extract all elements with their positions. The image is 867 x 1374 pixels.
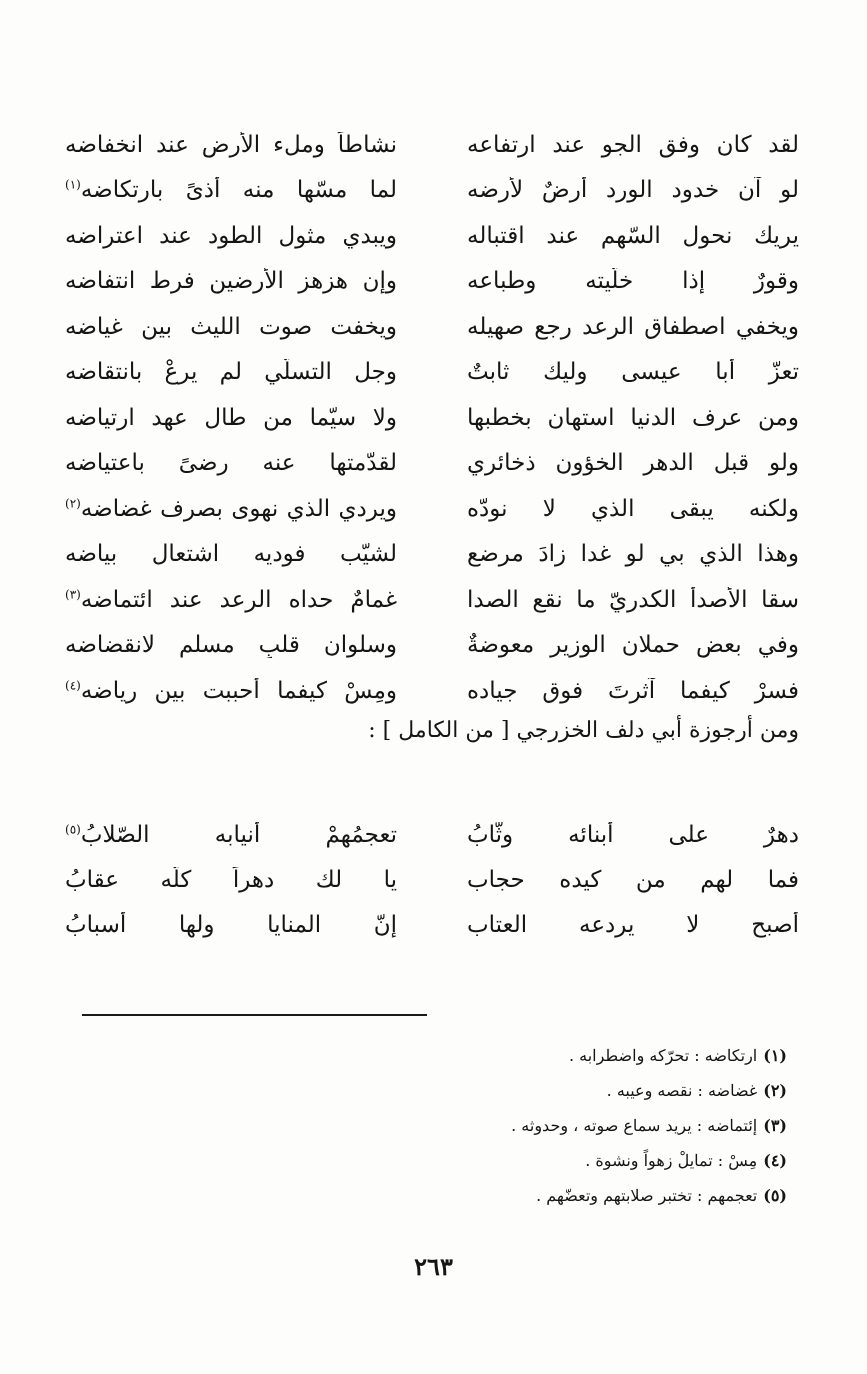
verse-line [65, 486, 799, 532]
first-hemistich: دهرٌ على أبنائه وثّابُ [467, 821, 799, 848]
second-hemistich: ولا سيّما من طال عهد ارتياضه [65, 404, 397, 431]
second-hemistich: إنّ المنايا ولها أسبابُ [65, 911, 397, 938]
first-hemistich: لقد كان وفق الجو عند ارتفاعه [467, 131, 799, 158]
footnote [87, 1077, 787, 1112]
second-hemistich: ويردي الذي نهوى بصرف غضاضه$^{(٢)}$ [65, 495, 397, 522]
second-hemistich: يا لك دهراً كلّه عقابُ [65, 866, 397, 893]
first-hemistich: أصبح لا يردعه العتاب [467, 911, 799, 938]
verse-line [65, 168, 799, 214]
first-hemistich: فما لهم من كيده حجاب [467, 866, 799, 893]
footnote [87, 1147, 787, 1182]
second-hemistich: لقدّمتها عنه رضىً باعتياضه [65, 450, 397, 477]
verse-line [65, 213, 799, 259]
footnote-number: (٢) [763, 1081, 787, 1100]
first-hemistich: ومن عرف الدنيا استهان بخطبها [467, 404, 799, 431]
footnote-ref: (١) [65, 177, 81, 192]
footnote-ref: (٥) [65, 821, 81, 836]
verse-line [65, 577, 799, 623]
verse-line [65, 350, 799, 396]
footnotes [87, 1042, 787, 1217]
footnote [87, 1042, 787, 1077]
verse-line [65, 122, 799, 168]
first-hemistich: لو آن خدود الورد أرضٌ لأرضه [467, 177, 799, 204]
first-hemistich: ولو قبل الدهر الخؤون ذخائري [467, 450, 799, 477]
second-hemistich: ومِسْ كيفما أحببت بين رياضه$^{(٤)}$ [65, 677, 397, 704]
footnote-text: إئتماضه : يريد سماع صوته ، وحدوثه . [511, 1116, 758, 1135]
footnote-number: (٥) [763, 1186, 787, 1205]
first-hemistich: وهذا الذي بي لو غدا زادَ مرضعٍ [467, 541, 799, 568]
footnote-text: ارتكاضه : تحرّكه واضطرابه . [568, 1046, 758, 1065]
footnote [87, 1112, 787, 1147]
verse-line [65, 395, 799, 441]
footnote-ref: (٤) [65, 678, 81, 693]
second-hemistich: نشاطاً وملء الأرض عند انخفاضه [65, 131, 397, 158]
verse-line [65, 441, 799, 487]
verse-line [65, 259, 799, 305]
verse-line [65, 902, 799, 947]
footnote-ref: (٢) [65, 496, 81, 511]
first-hemistich: سقا الأصدأ الكدريّ ما نقع الصدا [467, 586, 799, 613]
first-hemistich: ولكنه يبقى الذي لا نودّه [467, 495, 799, 522]
verse-line [65, 532, 799, 578]
footnote-text: غضاضه : نقصه وعيبه . [606, 1081, 758, 1100]
first-hemistich: ويخفي اصطفاق الرعد رجع صهيله [467, 313, 799, 340]
second-hemistich: وجل التسلّي لم يرعْ بانتقاضه [65, 359, 397, 386]
second-hemistich: وإن هزهز الأرضين فرط انتفاضه [65, 268, 397, 295]
first-hemistich: فسرْ كيفما آثرتَ فوق جياده [467, 677, 799, 704]
footnote-text: تعجمهم : تختبر صلابتهم وتعضّهم . [536, 1186, 758, 1205]
footnote [87, 1182, 787, 1217]
second-hemistich: وسلوان قلبٍ مسلمٍ لانقضاضه [65, 632, 397, 659]
first-hemistich: وفي بعض حملان الوزير معوضةٌ [467, 632, 799, 659]
second-hemistich: غمامٌ حداه الرعد عند ائتماضه$^{(٣)}$ [65, 586, 397, 613]
urjuza-poem [65, 812, 799, 947]
first-hemistich: تعزّ أبا عيسى وليك ثابتٌ [467, 359, 799, 386]
second-hemistich: لما مسّها منه أذىً بارتكاضه$^{(١)}$ [65, 177, 397, 204]
second-hemistich: لشيّب فوديه اشتعال بياضه [65, 541, 397, 568]
footnote-number: (١) [763, 1046, 787, 1065]
footnote-number: (٣) [763, 1116, 787, 1135]
verse-line [65, 812, 799, 857]
second-hemistich: ويبدي مثول الطود عند اعتراضه [65, 222, 397, 249]
main-poem [65, 122, 799, 714]
page-number: ٢٦٣ [414, 1252, 453, 1281]
verse-line [65, 857, 799, 902]
second-hemistich: ويخفت صوت الليث بين غياضه [65, 313, 397, 340]
footnote-divider [82, 1014, 427, 1016]
section-intro: ومن أرجوزة أبي دلف الخزرجي [ من الكامل ] : [368, 718, 799, 743]
footnote-number: (٤) [763, 1151, 787, 1170]
first-hemistich: يريك نحول السّهم عند اقتباله [467, 222, 799, 249]
verse-line [65, 304, 799, 350]
footnote-ref: (٣) [65, 587, 81, 602]
footnote-text: مِسْ : تمايلْ زهواً ونشوة . [585, 1151, 758, 1170]
verse-line [65, 623, 799, 669]
first-hemistich: وقورٌ إذا خلّيته وطباعه [467, 268, 799, 295]
second-hemistich: تعجمُهمْ أنيابه الصّلابُ$^{(٥)}$ [65, 821, 397, 848]
verse-line [65, 668, 799, 714]
